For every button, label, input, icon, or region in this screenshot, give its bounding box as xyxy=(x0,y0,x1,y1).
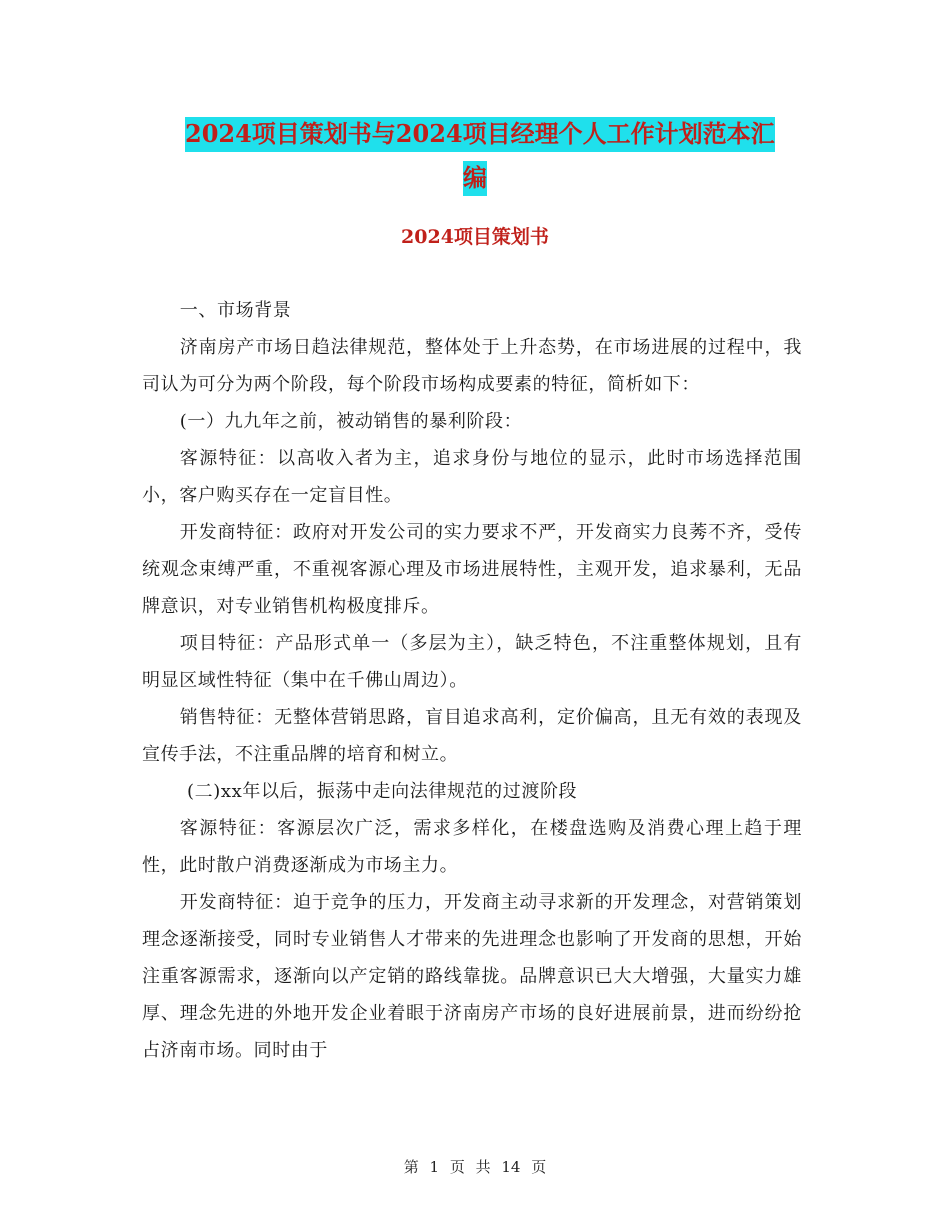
document-title-line-1: 2024项目策划书与2024项目经理个人工作计划范本汇 xyxy=(185,117,775,152)
page-number: 第 1 页 共 14 页 xyxy=(403,1158,547,1176)
paragraph: 销售特征：无整体营销思路，盲目追求高利，定价偏高，且无有效的表现及宣传手法，不注重品牌的培育和树立。 xyxy=(142,707,802,765)
document-title-line-2: 编 xyxy=(463,161,487,196)
subheading-stage-two: (二)xx年以后，振荡中走向法律规范的过渡阶段 xyxy=(187,781,578,802)
paragraph: 客源特征：客源层次广泛，需求多样化，在楼盘选购及消费心理上趋于理性，此时散户消费逐渐成为市场主力。 xyxy=(142,818,802,876)
paragraph: 客源特征：以高收入者为主，追求身份与地位的显示，此时市场选择范围小，客户购买存在一定盲目性。 xyxy=(142,448,802,506)
paragraph: 开发商特征：迫于竞争的压力，开发商主动寻求新的开发理念，对营销策划理念逐渐接受，同时专业销售人才带来的先进理念也影响了开发商的思想，开始注重客源需求，逐渐向以产定销的路线靠拢。品牌意识已大大增强，大量实力雄厚、理念先进的外地开发企业着眼于济南房产市场的良好进展前景，进而纷纷抢占济南市场。同时由于 xyxy=(142,892,802,1061)
subheading-stage-one: (一）九九年之前，被动销售的暴利阶段： xyxy=(179,411,523,432)
document-body xyxy=(142,292,802,1069)
paragraph: 项目特征：产品形式单一（多层为主），缺乏特色，不注重整体规划，且有明显区域性特征（集中在千佛山周边）。 xyxy=(142,633,802,691)
paragraph: 开发商特征：政府对开发公司的实力要求不严，开发商实力良莠不齐，受传统观念束缚严重，不重视客源心理及市场进展特性，主观开发，追求暴利，无品牌意识，对专业销售机构极度排斥。 xyxy=(142,522,802,617)
paragraph: 济南房产市场日趋法律规范，整体处于上升态势，在市场进展的过程中，我司认为可分为两个阶段，每个阶段市场构成要素的特征，简析如下： xyxy=(142,337,802,395)
document-title xyxy=(185,112,825,200)
section-title: 2024项目策划书 xyxy=(401,226,549,248)
heading-market-background: 一、市场背景 xyxy=(179,300,292,321)
